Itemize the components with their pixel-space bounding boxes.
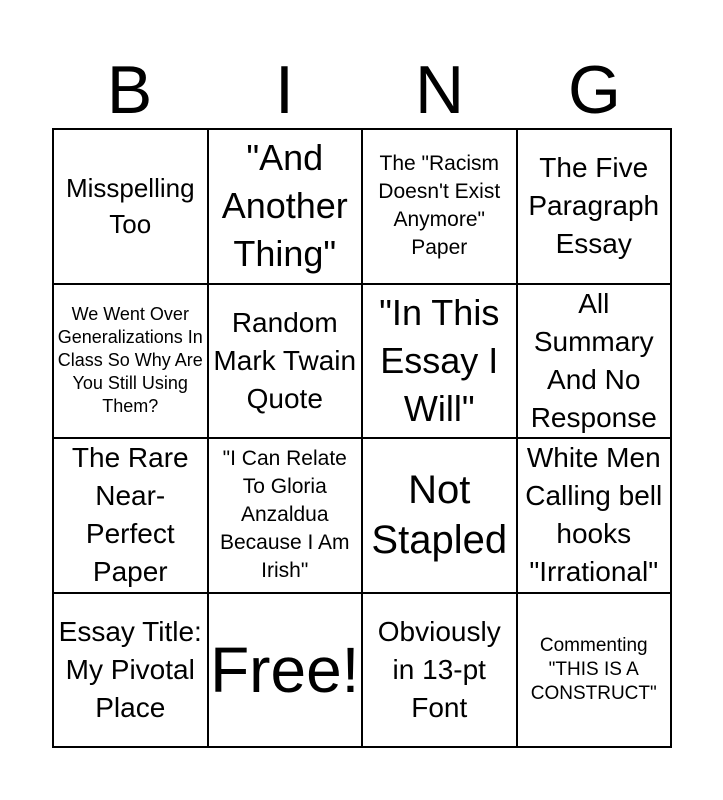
bingo-cell-r3c2[interactable] — [209, 439, 364, 594]
header-letter-i: I — [275, 52, 294, 128]
bingo-cell-r2c3[interactable] — [363, 285, 518, 440]
bingo-cell-text: White Men Calling bell hooks "Irrational" — [525, 442, 663, 588]
bingo-cell-r4c4[interactable] — [518, 594, 673, 749]
bingo-cell-text: "I Can Relate To Gloria Anzaldua Because I Am Irish" — [219, 447, 350, 583]
bingo-cell-r4c1[interactable] — [54, 594, 209, 749]
bingo-cell-text: The Five Paragraph Essay — [528, 152, 660, 260]
bingo-cell-r3c3[interactable] — [363, 439, 518, 594]
bingo-header — [52, 52, 672, 128]
bingo-cell-text: Free! — [210, 633, 360, 706]
bingo-cell-free[interactable] — [209, 594, 364, 749]
bingo-cell-text: Commenting "THIS IS A CONSTRUCT" — [530, 634, 657, 704]
header-letter-n: N — [414, 52, 465, 128]
bingo-cell-r1c3[interactable] — [363, 130, 518, 285]
bingo-cell-text: The "Racism Doesn't Exist Anymore" Paper — [378, 152, 501, 260]
bingo-cell-text: The Rare Near-Perfect Paper — [71, 442, 189, 588]
bingo-cell-text: Not Stapled — [371, 468, 508, 563]
bingo-cell-r4c3[interactable] — [363, 594, 518, 749]
bingo-cell-text: "And Another Thing" — [221, 137, 348, 275]
bingo-cell-r3c1[interactable] — [54, 439, 209, 594]
bingo-cell-r3c4[interactable] — [518, 439, 673, 594]
bingo-cell-text: Misspelling Too — [65, 173, 195, 240]
bingo-cell-r1c4[interactable] — [518, 130, 673, 285]
header-letter-g: G — [568, 52, 621, 128]
header-letter-b: B — [106, 52, 153, 128]
bingo-cell-r1c1[interactable] — [54, 130, 209, 285]
bingo-cell-text: "In This Essay I Will" — [379, 291, 500, 429]
bingo-cell-r2c4[interactable] — [518, 285, 673, 440]
bingo-cell-r1c2[interactable] — [209, 130, 364, 285]
bingo-cell-r2c1[interactable] — [54, 285, 209, 440]
bingo-grid — [52, 128, 672, 748]
bingo-cell-text: Random Mark Twain Quote — [213, 306, 357, 414]
bingo-cell-text: We Went Over Generalizations In Class So Why Are You Still Using Them? — [57, 304, 203, 417]
bingo-cell-text: Essay Title: My Pivotal Place — [58, 615, 202, 723]
bingo-cell-text: Obviously in 13-pt Font — [377, 615, 501, 723]
bingo-cell-text: All Summary And No Response — [530, 287, 657, 433]
bingo-cell-r2c2[interactable] — [209, 285, 364, 440]
